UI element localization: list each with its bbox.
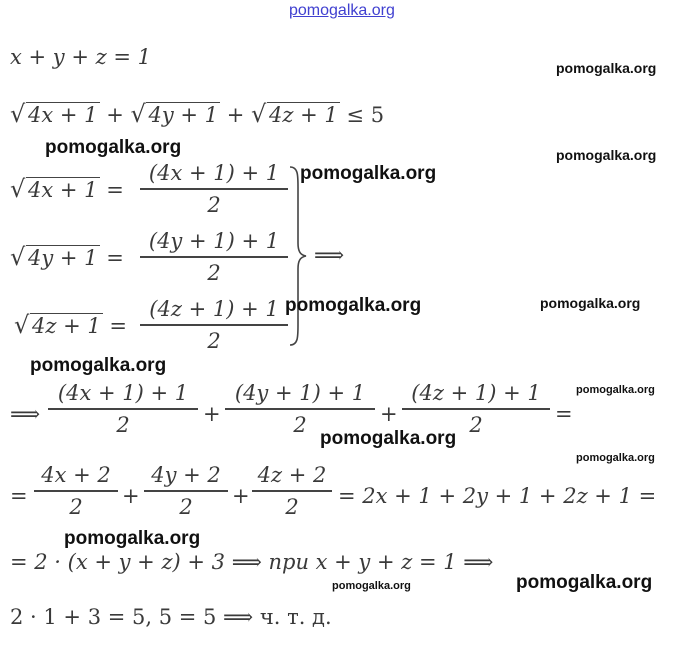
watermark: pomogalka.org	[556, 147, 657, 163]
watermark: pomogalka.org	[576, 384, 655, 396]
eq-y-radicand: 4y + 1	[28, 246, 98, 270]
watermark-top[interactable]: pomogalka.org	[289, 2, 395, 19]
sum1-den-x: 2	[116, 412, 130, 437]
watermark: pomogalka.org	[556, 60, 657, 76]
eq-x-fraction	[140, 158, 288, 220]
sum2-den-x: 2	[69, 494, 83, 519]
eq-x-lhs: √ 4x + 1 =	[10, 175, 124, 203]
eq-y-lhs: √ 4y + 1 =	[10, 243, 124, 271]
sum1-num-x: (4x + 1) + 1	[57, 381, 189, 405]
eq-x-denominator: 2	[207, 192, 221, 217]
watermark: pomogalka.org	[300, 163, 437, 184]
eq-z-lhs: √ 4z + 1 =	[14, 311, 128, 339]
eq-x-radicand: 4x + 1	[28, 178, 98, 202]
inequality: √ 4x + 1 + √ 4y + 1 + √ 4z + 1 ≤ 5	[10, 100, 385, 128]
sum2-num-y: 4y + 2	[151, 463, 221, 487]
sqrt-term-y: 4y + 1	[148, 103, 219, 127]
sum1-den-z: 2	[469, 412, 483, 437]
sqrt-term-z: 4z + 1	[269, 103, 338, 127]
watermark: pomogalka.org	[516, 572, 653, 593]
sum1-den-y: 2	[293, 412, 307, 437]
sum2-den-y: 2	[179, 494, 193, 519]
sum1-fraction-x	[48, 378, 198, 440]
eq-x-numerator: (4x + 1) + 1	[148, 161, 280, 185]
final-line-2: 2 · 1 + 3 = 5, 5 = 5 ⟹ ч. т. д.	[10, 605, 332, 629]
eq-y-numerator: (4y + 1) + 1	[148, 229, 280, 253]
watermark: pomogalka.org	[576, 452, 655, 464]
sum2-tail: = 2x + 1 + 2y + 1 + 2z + 1 =	[338, 484, 657, 508]
equals-sign: =	[555, 402, 573, 426]
final-line-1: = 2 · (x + y + z) + 3 ⟹ при x + y + z = 1 ⟹	[10, 550, 494, 574]
sum2-num-x: 4x + 2	[41, 463, 111, 487]
plus-sign: +	[380, 402, 398, 426]
watermark: pomogalka.org	[332, 580, 411, 592]
sum1-num-z: (4z + 1) + 1	[411, 381, 541, 405]
plus-sign: +	[203, 402, 221, 426]
sum2-den-z: 2	[285, 494, 299, 519]
sum2-fraction-y	[144, 460, 228, 522]
eq-z-fraction	[140, 294, 288, 356]
eq-y-denominator: 2	[207, 260, 221, 285]
implies-arrow-2: ⟹	[10, 402, 41, 426]
watermark: pomogalka.org	[45, 137, 182, 158]
equation-constraint: x + y + z = 1	[10, 45, 151, 69]
sum2-fraction-z	[252, 460, 332, 522]
plus-sign: +	[122, 484, 140, 508]
eq-z-radicand: 4z + 1	[32, 314, 101, 338]
plus-sign: +	[232, 484, 250, 508]
curly-brace	[286, 165, 310, 347]
watermark: pomogalka.org	[320, 428, 457, 449]
inequality-tail: ≤ 5	[346, 103, 385, 127]
eq-z-denominator: 2	[207, 328, 221, 353]
watermark: pomogalka.org	[30, 355, 167, 376]
sum2-fraction-x	[34, 460, 118, 522]
eq-z-numerator: (4z + 1) + 1	[149, 297, 279, 321]
equals-sign: =	[10, 484, 28, 508]
watermark: pomogalka.org	[285, 295, 422, 316]
eq-y-fraction	[140, 226, 288, 288]
implies-arrow: ⟹	[314, 243, 345, 267]
sum1-num-y: (4y + 1) + 1	[234, 381, 366, 405]
watermark: pomogalka.org	[540, 295, 641, 311]
sqrt-term-x: 4x + 1	[28, 103, 98, 127]
sum2-num-z: 4z + 2	[257, 463, 327, 487]
watermark: pomogalka.org	[64, 528, 201, 549]
